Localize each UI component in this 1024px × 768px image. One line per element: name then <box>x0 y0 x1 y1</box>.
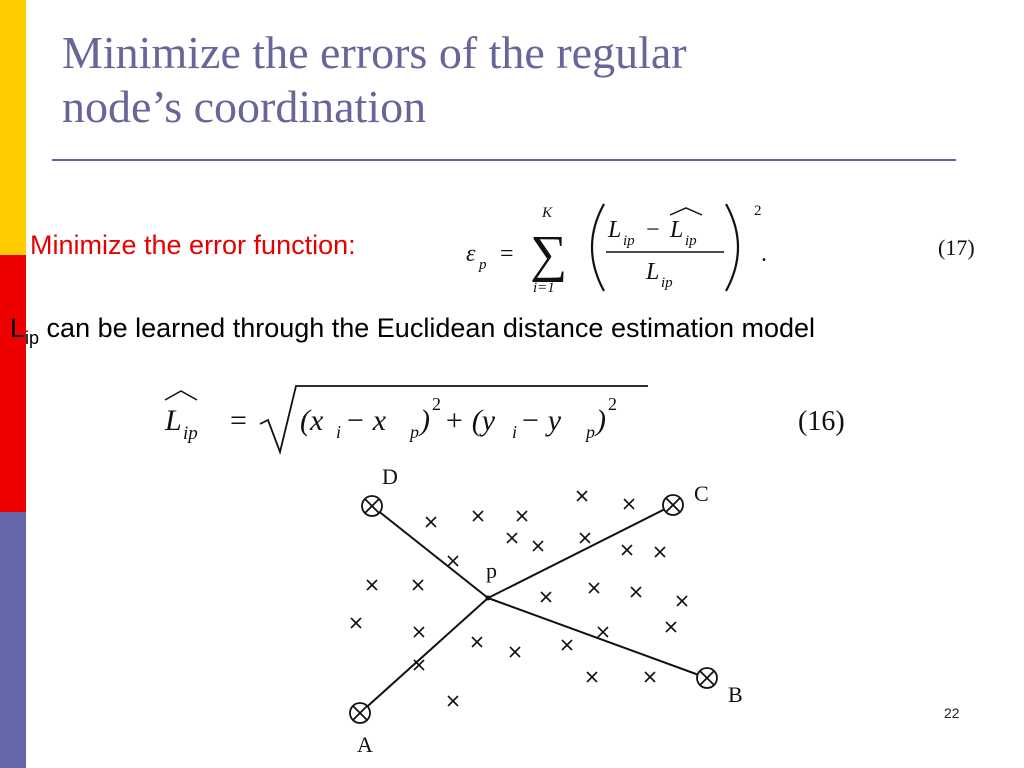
eq17-lhs: ε <box>466 241 476 267</box>
eq16-label: (16) <box>798 406 845 437</box>
anchor-node-diagram <box>330 460 780 760</box>
connection-p-to-a <box>360 598 488 713</box>
connection-p-to-c <box>488 505 673 598</box>
eq17-hat <box>670 208 702 215</box>
euclidean-model-rest: can be learned through the Euclidean distance estimation model <box>39 313 816 343</box>
eq17-num-a-sub: ip <box>623 233 635 249</box>
regular-node-marker <box>448 556 458 566</box>
regular-node-marker <box>507 533 517 543</box>
error-function-label: Minimize the error function: <box>30 230 356 260</box>
regular-node-marker <box>541 592 551 602</box>
anchor-d-label: D <box>382 464 398 489</box>
eq16-part-4-sub: i <box>512 422 518 442</box>
regular-node-marker <box>367 580 377 590</box>
slide-title <box>62 26 962 134</box>
anchor-b-label: B <box>728 682 743 707</box>
eq16-part-1-sub: i <box>336 422 342 442</box>
eq16-part-3: ) <box>420 404 430 437</box>
regular-node-marker <box>587 672 597 682</box>
eq16-lhs-sub: ip <box>183 423 198 444</box>
eq17-label: (17) <box>938 235 975 260</box>
sidebar-blue-segment <box>0 512 26 768</box>
regular-node-marker <box>666 622 676 632</box>
regular-node-marker <box>622 545 632 555</box>
eq16-part-2: − x <box>345 404 387 437</box>
anchor-a-label: A <box>357 732 373 757</box>
error-function-equation <box>458 195 998 300</box>
eq16-square-1: 2 <box>432 394 441 414</box>
anchor-d <box>362 496 382 516</box>
eq16-square-2: 2 <box>608 394 617 414</box>
eq17-equals: = <box>500 241 514 267</box>
slide-title-line-1: Minimize the errors of the regular <box>62 27 687 78</box>
eq17-num-b-sub: ip <box>685 233 697 249</box>
regular-node-marker <box>562 640 572 650</box>
eq17-sum-upper: K <box>542 205 553 221</box>
anchor-a <box>350 703 370 723</box>
eq17-sum-sign: ∑ <box>530 226 568 283</box>
connection-p-to-d <box>372 506 488 598</box>
regular-node-marker <box>414 627 424 637</box>
regular-node-marker <box>589 583 599 593</box>
anchor-b <box>697 668 717 688</box>
eq16-part-2-sub: p <box>410 422 419 442</box>
eq17-power: 2 <box>754 203 762 219</box>
regular-node-marker <box>414 660 424 670</box>
regular-node-marker <box>645 672 655 682</box>
eq17-num-a: L <box>608 217 622 243</box>
eq16-part-4: + (y <box>444 404 496 437</box>
node-p-label: p <box>486 558 497 583</box>
anchor-c <box>663 495 683 515</box>
eq17-period: . <box>761 241 767 267</box>
regular-node-marker <box>631 587 641 597</box>
eq16-part-5: − y <box>520 404 562 437</box>
eq16-equals: = <box>230 404 247 437</box>
euclidean-model-subscript: ip <box>25 328 40 348</box>
eq16-lhs: L <box>165 404 182 437</box>
regular-node-marker <box>533 541 543 551</box>
sidebar-red-segment <box>0 255 26 512</box>
regular-node-marker <box>598 627 608 637</box>
eq17-num-b: L <box>670 217 684 243</box>
sidebar-yellow-segment <box>0 0 26 255</box>
eq16-part-6: ) <box>596 404 606 437</box>
eq16-part-5-sub: p <box>586 422 595 442</box>
regular-node-marker <box>473 511 483 521</box>
slide-title-line-2: node’s coordination <box>62 81 427 132</box>
connection-p-to-b <box>488 598 707 678</box>
regular-node-marker <box>413 580 423 590</box>
euclidean-model-prefix: L <box>10 313 26 343</box>
euclidean-model-text <box>10 313 816 348</box>
node-p-point <box>486 596 491 601</box>
page-number: 22 <box>944 705 960 721</box>
regular-node-marker <box>351 618 361 628</box>
eq16-part-1: (x <box>300 404 324 437</box>
decorative-sidebar <box>0 0 26 768</box>
anchor-c-label: C <box>694 481 709 506</box>
title-divider <box>52 159 956 161</box>
regular-node-marker <box>577 491 587 501</box>
eq16-hat <box>165 391 197 400</box>
regular-node-marker <box>426 517 436 527</box>
eq17-sum-lower: i=1 <box>533 280 555 296</box>
euclidean-distance-equation <box>160 380 860 460</box>
eq17-den: L <box>646 259 660 285</box>
eq17-minus: − <box>646 217 660 243</box>
eq17-lhs-sub: p <box>479 257 487 273</box>
regular-node-marker <box>655 547 665 557</box>
regular-node-marker <box>580 533 590 543</box>
regular-node-marker <box>448 696 458 706</box>
regular-node-marker <box>517 511 527 521</box>
regular-node-marker <box>624 499 634 509</box>
eq17-left-paren <box>592 204 604 291</box>
eq17-den-sub: ip <box>661 275 673 291</box>
eq17-right-paren <box>726 204 738 291</box>
regular-node-marker <box>472 637 482 647</box>
regular-node-marker <box>677 596 687 606</box>
regular-node-marker <box>510 647 520 657</box>
